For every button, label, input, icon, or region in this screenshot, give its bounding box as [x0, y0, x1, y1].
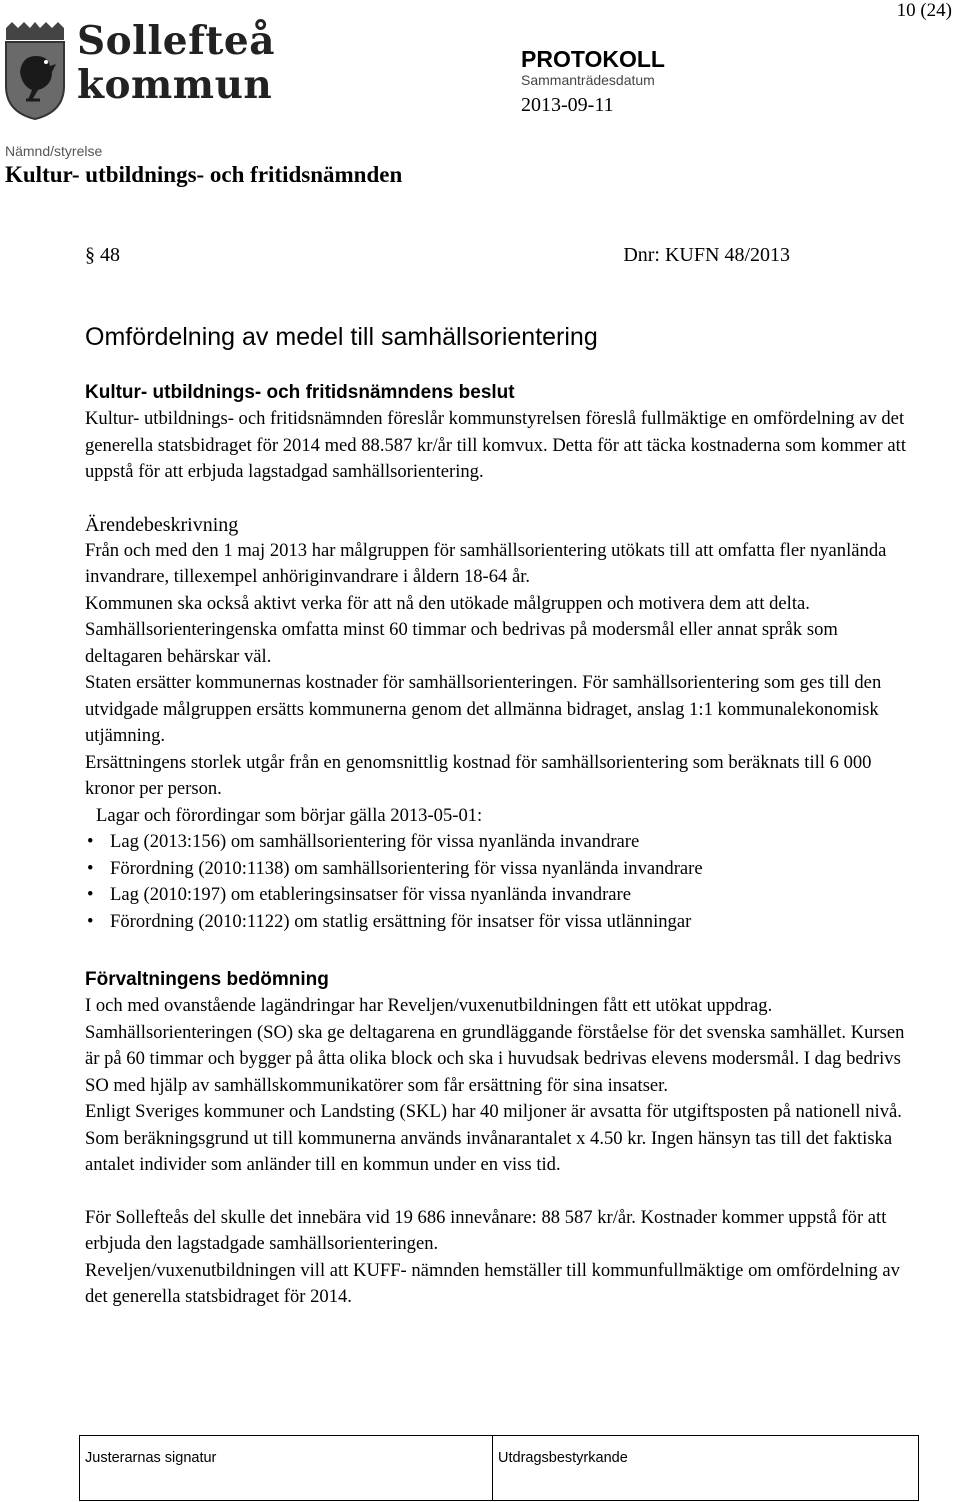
description-paragraph: Kommunen ska också aktivt verka för att nå den utökade målgruppen och motivera dem att delta. Samhällsorienteringenska omfatta minst 60 timmar och bedrivas på modersmål eller annat språk som deltagaren behärskar väl. — [85, 592, 838, 667]
laws-intro: Lagar och förordingar som börjar gälla 2013-05-01: — [96, 804, 483, 826]
paragraph-line — [85, 244, 790, 274]
board-label: Nämnd/styrelse — [5, 143, 103, 159]
coat-of-arms-icon — [2, 20, 68, 120]
meeting-date: 2013-09-11 — [521, 94, 614, 116]
description-paragraph: Ersättningens storlek utgår från en genomsnittlig kostnad för samhällsorientering som beräknats till 6 000 kronor per person. — [85, 751, 872, 799]
list-item: • Förordning (2010:1122) om statlig ersättning för insatser för vissa utlänningar — [85, 909, 915, 936]
logo-line-2: kommun — [77, 62, 273, 108]
assessment-paragraph: Enligt Sveriges kommuner och Landsting (SKL) har 40 miljoner är avsatta för utgiftsposten på nationell nivå. Som beräkningsgrund ut till kommunerna används invånarantalet x 4.50 kr. Ingen hänsyn tas till det faktiska antalet individer som anländer till en kommun under en viss tid. — [85, 1101, 902, 1175]
signature-label: Justerarnas signatur — [85, 1450, 217, 1466]
document-type: PROTOKOLL — [521, 46, 665, 72]
description-paragraph: Staten ersätter kommunernas kostnader för samhällsorienteringen. För samhällsorientering som ges till den utvidgade målgruppen ersätts kommunerna genom det allmänna bidraget, anslag 1:1 kommunalekonomisk utjämning. — [85, 672, 882, 746]
document-body — [85, 380, 915, 1311]
signature-table — [79, 1435, 919, 1501]
page-number: 10 (24) — [896, 0, 952, 21]
description-paragraph: Från och med den 1 maj 2013 har målgruppen för samhällsorientering utökats till att omfatta fler nyanlända invandrare, tillexempel anhöriginvandrare i åldern 18-64 år. — [85, 539, 887, 587]
list-item: • Förordning (2010:1138) om samhällsorientering för vissa nyanlända invandrare — [85, 856, 915, 883]
logo-line-1: Sollefteå — [77, 18, 275, 64]
paragraph-number: § 48 — [85, 244, 120, 266]
description-heading: Ärendebeskrivning — [85, 513, 239, 536]
list-item: • Lag (2010:197) om etableringsinsatser för vissa nyanlända invandrare — [85, 882, 915, 909]
assessment-heading: Förvaltningens bedömning — [85, 969, 329, 990]
case-number: Dnr: KUFN 48/2013 — [623, 244, 790, 266]
list-item: • Lag (2013:156) om samhällsorientering för vissa nyanlända invandrare — [85, 829, 915, 856]
meeting-date-label: Sammanträdesdatum — [521, 72, 655, 88]
conclusion-paragraph: Reveljen/vuxenutbildningen vill att KUFF- nämnden hemställer till kommunfullmäktige om omfördelning av det generella statsbidraget för 2014. — [85, 1259, 900, 1307]
municipality-logo — [2, 18, 275, 128]
laws-list — [85, 829, 915, 935]
decision-heading: Kultur- utbildnings- och fritidsnämndens beslut — [85, 382, 515, 403]
extract-label: Utdragsbestyrkande — [498, 1450, 628, 1466]
extract-cell — [493, 1436, 918, 1500]
case-title: Omfördelning av medel till samhällsorientering — [85, 323, 598, 351]
signature-cell — [80, 1436, 493, 1500]
decision-text: Kultur- utbildnings- och fritidsnämnden föreslår kommunstyrelsen föreslå fullmäktige en omfördelning av det generella statsbidraget för 2014 med 88.587 kr/år till komvux. Detta för att täcka kostnaderna som kommer att uppstå för att erbjuda lagstadgad samhällsorientering. — [85, 408, 906, 482]
board-name: Kultur- utbildnings- och fritidsnämnden — [5, 162, 403, 187]
assessment-paragraph: I och med ovanstående lagändringar har Reveljen/vuxenutbildningen fått ett utökat uppdrag. Samhällsorienteringen (SO) ska ge deltagarena en grundläggande förståelse för det svenska samhället. Kursen är på 60 timmar och bygger på åtta olika block och ska i huvudsak bedrivas elevens modersmål. I dag bedrivs SO med hjälp av samhällskommunikatörer som får ersättning för sina insatser. — [85, 995, 905, 1096]
conclusion-paragraph: För Sollefteås del skulle det innebära vid 19 686 innevånare: 88 587 kr/år. Kostnader kommer uppstå för att erbjuda den lagstadgade samhällsorienteringen. — [85, 1206, 887, 1254]
